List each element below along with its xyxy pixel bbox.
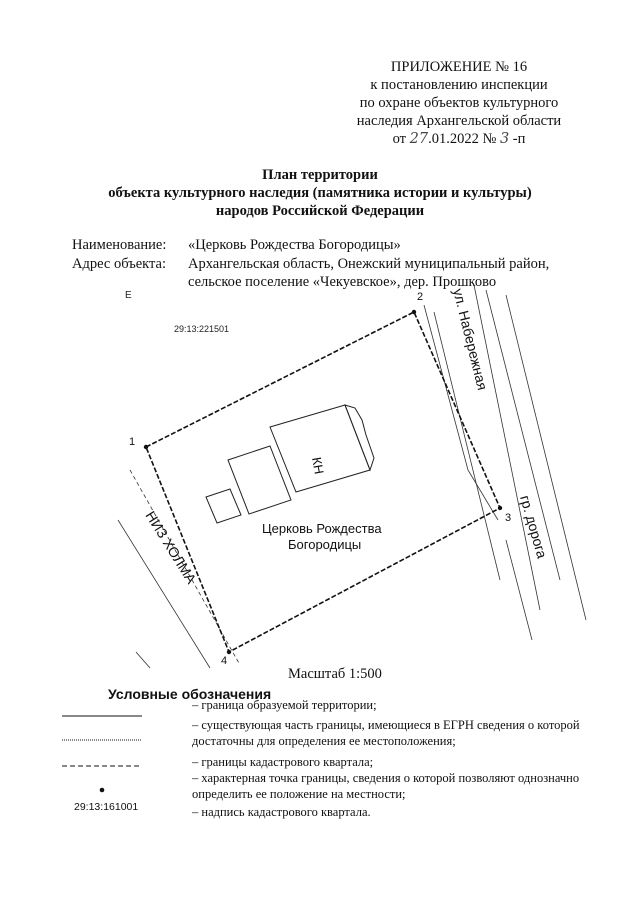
appendix-line-4: наследия Архангельской области bbox=[356, 113, 562, 129]
legend-item-4: – характерная точка границы, сведения о которой позволяют однозначно определить ее положение на местности; bbox=[192, 771, 580, 801]
map-scale: Масштаб 1:500 bbox=[288, 666, 382, 682]
church-building bbox=[206, 405, 374, 523]
legend-item-5: – надпись кадастрового квартала. bbox=[192, 805, 371, 819]
legend-symbol-point bbox=[100, 788, 105, 793]
address-value-line-1: Архангельская область, Онежский муниципальный район, bbox=[188, 256, 550, 272]
date-rest: .01.2022 № bbox=[428, 131, 497, 147]
boundary-point-1 bbox=[144, 445, 148, 449]
legend-item-1: – граница образуемой территории; bbox=[192, 698, 377, 712]
point-label-1: 1 bbox=[129, 436, 136, 448]
legend-item-3: – границы кадастрового квартала; bbox=[192, 755, 374, 769]
appendix-line-2: к постановлению инспекции bbox=[370, 77, 548, 93]
street-doroga-label: гр. дорога bbox=[517, 493, 551, 561]
boundary-point-4 bbox=[227, 650, 231, 654]
name-label: Наименование: bbox=[72, 237, 167, 253]
north-mark: Е bbox=[125, 290, 132, 301]
appendix-line-3: по охране объектов культурного bbox=[359, 95, 559, 111]
date-day-handwritten: 27 bbox=[409, 131, 429, 147]
address-value-line-2: сельское поселение «Чекуевское», дер. Прошково bbox=[188, 274, 497, 290]
point-label-3: 3 bbox=[505, 512, 512, 524]
building-label: КН bbox=[309, 455, 327, 476]
legend-title: Условные обозначения bbox=[108, 686, 272, 702]
church-label-line-2: Богородицы bbox=[288, 537, 362, 552]
church-label-line-1: Церковь Рождества bbox=[262, 521, 382, 536]
plan-title-line-3: народов Российской Федерации bbox=[215, 203, 425, 219]
doc-suffix: -п bbox=[512, 131, 526, 147]
boundary-point-3 bbox=[498, 506, 502, 510]
street-niz-holma-label: НИЗ ХОЛМА bbox=[142, 508, 200, 587]
point-label-4: 4 bbox=[221, 655, 228, 667]
doc-number-handwritten: 3 bbox=[499, 131, 510, 147]
cadastral-quarter-label: 29:13:221501 bbox=[174, 324, 230, 334]
legend-item-2: – существующая часть границы, имеющиеся в ЕГРН сведения о которой достаточны для определения ее местоположения; bbox=[192, 718, 580, 748]
legend-symbol-cadastral-text: 29:13:161001 bbox=[74, 801, 139, 813]
name-value: «Церковь Рождества Богородицы» bbox=[188, 237, 401, 253]
plan-title-line-2: объекта культурного наследия (памятника истории и культуры) bbox=[108, 185, 532, 201]
appendix-title: ПРИЛОЖЕНИЕ № 16 bbox=[390, 59, 528, 75]
legend-symbols bbox=[60, 700, 160, 810]
point-label-2: 2 bbox=[417, 291, 424, 303]
plan-title-line-1: План территории bbox=[262, 167, 378, 183]
address-label: Адрес объекта: bbox=[72, 256, 166, 272]
date-prefix: от bbox=[392, 131, 407, 147]
street-naberezhnaya-label: ул. Набережная bbox=[450, 286, 491, 392]
boundary-point-2 bbox=[412, 310, 416, 314]
